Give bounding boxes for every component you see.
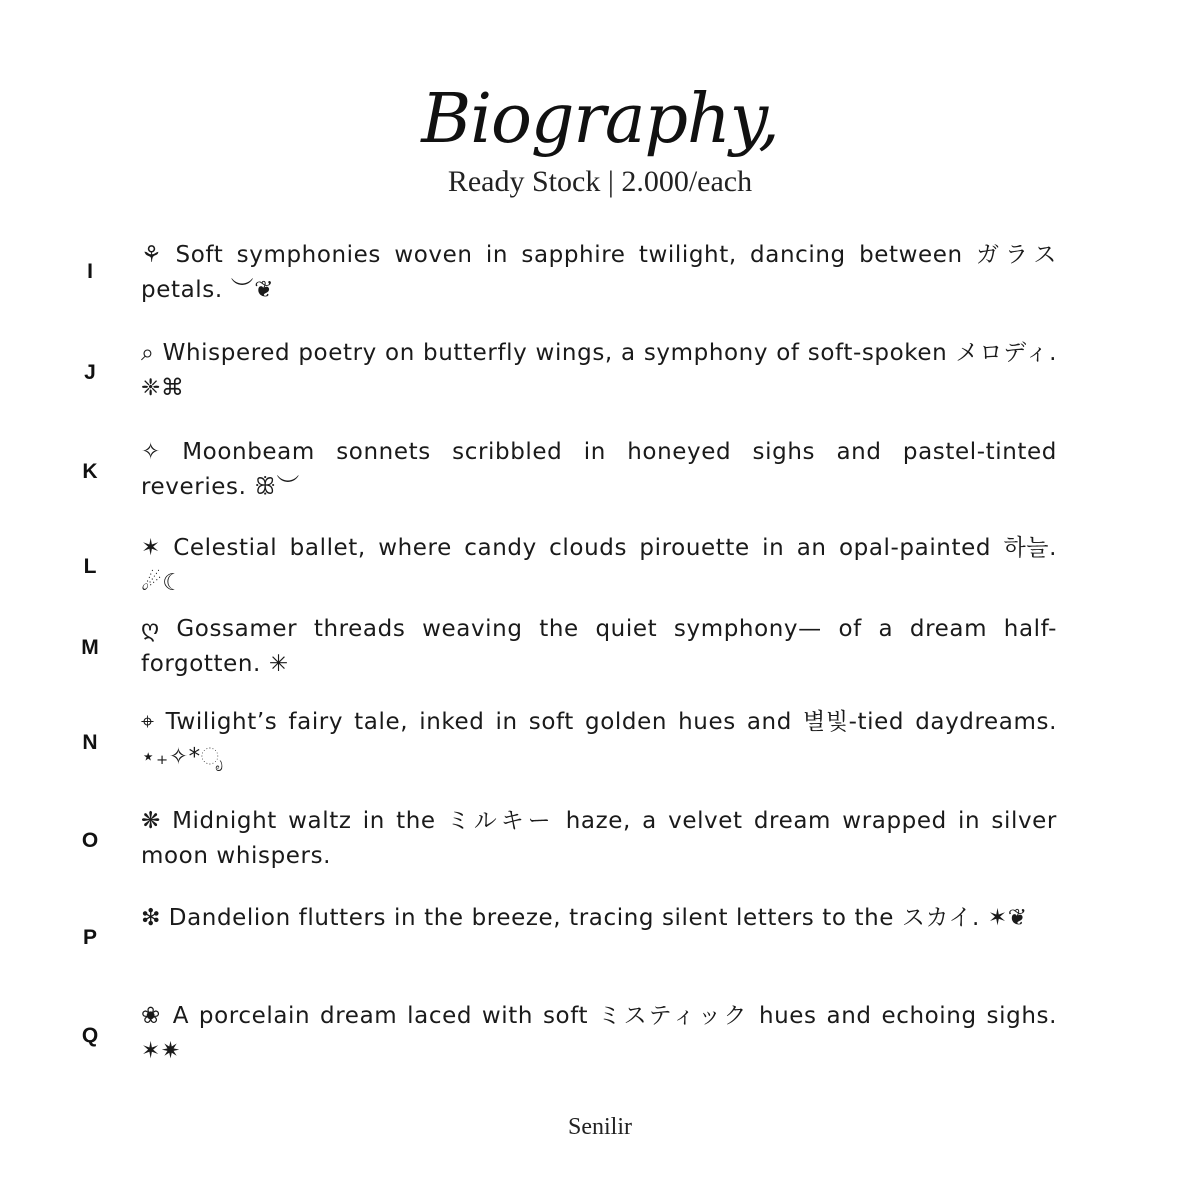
entry-letter: J <box>84 361 96 384</box>
entry-text: ღ Gossamer threads weaving the quiet symphony— of a dream half-forgotten. ✳ <box>141 616 1057 677</box>
entry-text: ⌕ Whispered poetry on butterfly wings, a symphony of soft-spoken メロディ. ❈⌘ <box>141 340 1057 401</box>
entry-letter: M <box>81 636 99 659</box>
entry-text: ⌖ Twilight’s fairy tale, inked in soft golden hues and 별빛-tied daydreams. ⋆₊✧*ೃ <box>141 709 1057 770</box>
entry-text: ⚘ Soft symphonies woven in sapphire twilight, dancing between ガラス petals. ︶❦ <box>141 242 1057 303</box>
page-subtitle: Ready Stock | 2.000/each <box>447 165 753 198</box>
entry-text: ✶ Celestial ballet, where candy clouds pirouette in an opal-painted 하늘. ☄☾ <box>141 535 1057 596</box>
entry-letter: K <box>82 460 98 483</box>
entry-text: ❋ Midnight waltz in the ミルキー haze, a velvet dream wrapped in silver moon whispers. <box>141 808 1057 869</box>
entry-text: ❇ Dandelion flutters in the breeze, tracing silent letters to the スカイ. ✶❦ <box>141 905 1028 931</box>
entry-text: ❀ A porcelain dream laced with soft ミスティック hues and echoing sighs. ✶✷ <box>141 1003 1057 1064</box>
entry-letter: I <box>87 260 93 283</box>
page-title: Biography, <box>421 80 779 159</box>
entry-letter: N <box>82 731 98 754</box>
entry-text: ✧ Moonbeam sonnets scribbled in honeyed sighs and pastel-tinted reveries. ꕥ︶ <box>141 439 1057 500</box>
entry-letter: P <box>82 926 97 949</box>
entry-letter: O <box>81 829 99 852</box>
brand-footer: Senilir <box>568 1114 632 1140</box>
entry-letter: L <box>83 555 97 578</box>
entry-letter: Q <box>81 1024 99 1047</box>
